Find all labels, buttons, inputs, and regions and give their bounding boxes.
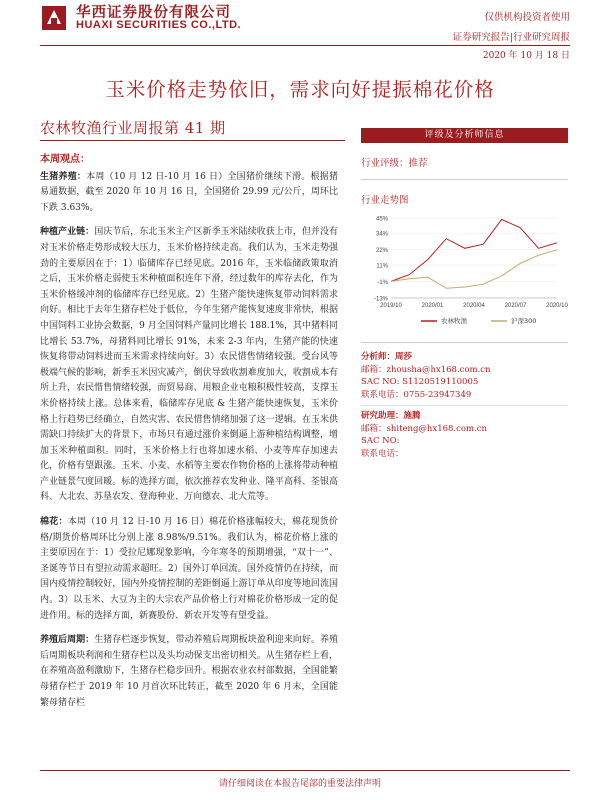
analyst-phone: 0755-23947349 — [403, 389, 472, 400]
paragraph-planting — [40, 225, 338, 506]
subtitle-divider — [40, 140, 345, 141]
sidebar-divider — [361, 179, 568, 180]
assistant-email[interactable]: shiteng@hx168.com.cn — [386, 423, 488, 434]
paragraph-lead: 养殖后周期： — [40, 635, 95, 646]
y-tick-label: 34% — [375, 231, 388, 238]
x-tick-label: 2019/10 — [380, 303, 402, 309]
y-tick-label: 45% — [375, 216, 388, 223]
paragraph-lead: 种植产业链： — [40, 227, 95, 238]
legend-label: 农林牧渔 — [441, 317, 467, 325]
paragraph-text: 本周（10 月 12 日-10 月 16 日）全国猪价继续下滑。根据猪易通数据，截至 2020 年 10 月 16 日，全国猪价 29.99 元/公斤，周环比下跌 3.63%。 — [40, 171, 338, 213]
paragraph-hog — [40, 170, 338, 217]
y-tick-label: 22% — [375, 248, 388, 255]
paragraph-cotton — [40, 515, 338, 624]
rating-value: 推荐 — [408, 158, 428, 169]
y-tick-label: -1% — [377, 279, 388, 286]
email-label: 邮箱： — [361, 423, 387, 434]
paragraph-lead: 棉花： — [40, 517, 68, 528]
page-header — [0, 0, 600, 61]
y-tick-label: 11% — [376, 263, 388, 270]
y-tick-label: -13% — [373, 296, 388, 303]
analyst-divider — [361, 405, 568, 406]
rating-label: 行业评级： — [361, 158, 409, 169]
report-title: 玉米价格走势依旧，需求向好提振棉花价格 — [105, 78, 495, 101]
report-category: 证券研究报告|行业研究周报 — [452, 32, 570, 43]
company-name-en: HUAXI SECURITIES CO.,LTD. — [76, 19, 242, 31]
analyst-block — [361, 351, 568, 460]
analyst-sac: S1120519110005 — [402, 377, 479, 387]
sidebar — [361, 128, 568, 460]
phone-label: 联系电话： — [361, 389, 404, 400]
assistant-role: 研究助理： — [361, 411, 404, 421]
series-line-1 — [391, 219, 557, 281]
company-name-cn: 华西证券股份有限公司 — [76, 4, 231, 21]
report-date: 2020 年 10 月 18 日 — [482, 51, 570, 61]
chart-title: 行业走势图 — [361, 195, 409, 206]
industry-rating — [361, 155, 568, 169]
paragraph-text: 本周（10 月 12 日-10 月 16 日）棉花价格涨幅较大，棉花现货价格/期货价格周环比分别上涨 8.98%/9.51%。我们认为，棉花价格上涨的主要原因在于：1）受拉尼娜现象影响，今年寒冬的预期增强，“双十一”、圣诞等节日有望拉动需求超旺。2）国外订单回流。国外疫情仍在持续，而国内疫情控制较好，国内外疫情控制的差距倒逼上游订单从印度等地回流国内。3）以玉米、大豆为主的大宗农产品价格上行对棉花价格形成一定的促进作用。标的选择方面，新赛股份、新农开发等有望受益。 — [40, 517, 338, 621]
phone-label: 联系电话： — [361, 448, 404, 459]
legal-notice: 请仔细阅读在本报告尾部的重要法律声明 — [218, 779, 381, 789]
x-tick-label: 2020/01 — [421, 303, 444, 309]
x-tick-label: 2020/04 — [463, 303, 485, 309]
analyst-email[interactable]: zhousha@hx168.com.cn — [386, 364, 491, 375]
audience-note: 仅供机构投资者使用 — [484, 12, 570, 23]
email-label: 邮箱： — [361, 364, 387, 375]
paragraph-text: 国庆节后，东北玉米主产区新季玉米陆续收获上市，但并没有对玉米价格走势形成较大压力，玉米价格持续走高。我们认为，玉米走势强劲的主要原因在于：1）临储库存已经见底。2016 年，玉米临储政策取消之后，玉米价格走弱使玉米种植面积连年下滑，经过数年的库存去化，作为玉米价格缓冲剂的临储库存已经见底。2）生猪产能快速恢复带动饲料需求向好。相比于去年生猪存栏处于低位，今年生猪产能恢复速度非常快，根据中国饲料工业协会数据，9 月全国饲料产量同比增长 188.1%，其中猪料同比增长 53.7%，母猪料同比增长 91%，未来 2-3 年内，生猪产能的快速恢复将带动饲料进而玉米需求持续向好。3）农民惜售情绪较强。受台风等极端气候的影响，新季玉米因灾减产，倒伏导致收割难度加大，收割成本有所上升，农民惜售情绪较强，而贸易商、用粮企业屯粮积极性较高，支撑玉米价格持续上涨。总体来看，临储库存见底 & 生猪产能快速恢复，玉米价格上行趋势已经确立，自然灾害、农民惜售情绪加强了这一逻辑。在玉米供需缺口持续扩大的背景下，市场只有通过涨价来倒逼上游种植结构调整，增加玉米种植面积。同时，玉米价格上行也将加速水稻、小麦等库存加速去化，价格有望跟涨。玉米、小麦、水稻等主要农作物价格的上涨将带动种植产业链景气度回暖。标的选择方面，依次推荐农发种业、隆平高科、荃银高科、大北农、苏垦农发、登海种业、万向德农、北大荒等。 — [40, 227, 338, 503]
report-subtitle: 农林牧渔行业周报第 41 期 — [40, 119, 226, 137]
sac-label: SAC NO: — [361, 436, 400, 446]
footer-divider — [40, 770, 570, 771]
header-divider — [40, 45, 570, 46]
analyst-name: 周莎 — [395, 352, 413, 362]
assistant-name: 施腾 — [403, 411, 421, 421]
section-heading: 本周观点： — [40, 154, 90, 165]
x-tick-label: 2020/07 — [504, 303, 527, 309]
paragraph-aftercycle — [40, 633, 338, 711]
legend-label: 沪深300 — [511, 317, 537, 325]
sac-label: SAC NO: — [361, 377, 403, 387]
paragraph-text: 生猪存栏逐步恢复，带动养殖后周期板块盈利迎来向好。养殖后周期板块利润和生猪存栏以及头均动保支出密切相关。从生猪存栏上看，在养殖高盈利激励下，生猪存栏稳步回升。根据农业农村部数据，全国能繁母猪存栏于 2019 年 10 月首次环比转正，截至 2020 年 6 月末，全国能繁母猪存栏 — [40, 635, 338, 708]
sidebar-header: 评级及分析师信息 — [361, 128, 568, 143]
x-tick-label: 2020/10 — [546, 303, 568, 309]
paragraph-lead: 生猪养殖： — [40, 171, 87, 182]
huaxi-logo-icon — [40, 4, 68, 32]
body-column — [40, 152, 338, 720]
analyst-role: 分析师： — [361, 352, 396, 362]
industry-trend-chart — [361, 212, 568, 332]
sidebar-divider — [361, 342, 568, 343]
